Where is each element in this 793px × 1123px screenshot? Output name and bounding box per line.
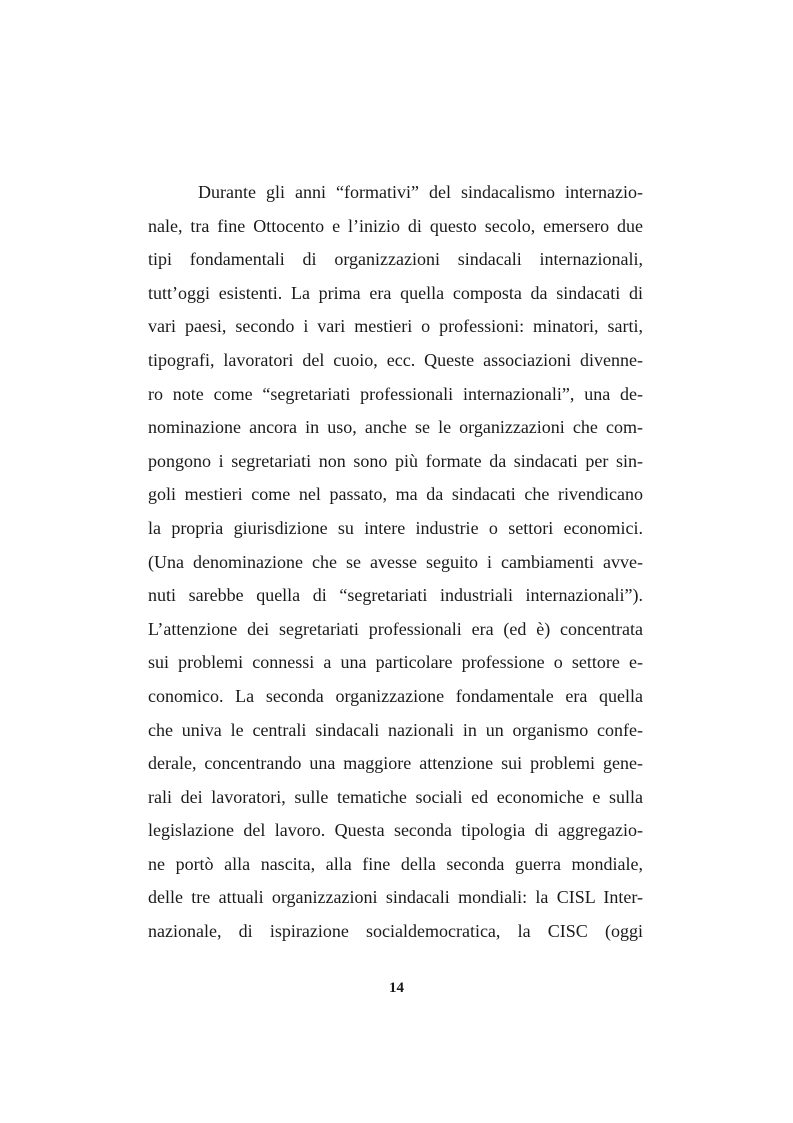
paragraph-line: tipi fondamentali di organizzazioni sindacali internazionali, [148, 249, 643, 270]
body-paragraph [148, 176, 643, 949]
paragraph-line: conomico. La seconda organizzazione fondamentale era quella [148, 685, 643, 706]
paragraph-line: delle tre attuali organizzazioni sindacali mondiali: la CISL Inter- [148, 887, 643, 908]
paragraph-line: nale, tra fine Ottocento e l’inizio di questo secolo, emersero due [148, 215, 643, 236]
paragraph-line: tutt’oggi esistenti. La prima era quella composta da sindacati di [148, 282, 643, 303]
paragraph-line: legislazione del lavoro. Questa seconda tipologia di aggregazio- [148, 820, 643, 841]
paragraph-line: pongono i segretariati non sono più formate da sindacati per sin- [148, 450, 643, 471]
paragraph-line: ne portò alla nascita, alla fine della seconda guerra mondiale, [148, 853, 643, 874]
paragraph-line: ro note come “segretariati professionali internazionali”, una de- [148, 383, 643, 404]
paragraph-line: (Una denominazione che se avesse seguito i cambiamenti avve- [148, 551, 643, 572]
paragraph-line: sui problemi connessi a una particolare professione o settore e- [148, 652, 643, 673]
paragraph-line: nazionale, di ispirazione socialdemocratica, la CISC (oggi [148, 921, 643, 942]
paragraph-line: Durante gli anni “formativi” del sindacalismo internazio- [198, 182, 643, 202]
paragraph-line: rali dei lavoratori, sulle tematiche sociali ed economiche e sulla [148, 786, 643, 807]
paragraph-line: che univa le centrali sindacali nazionali in un organismo confe- [148, 719, 643, 740]
paragraph-line: vari paesi, secondo i vari mestieri o professioni: minatori, sarti, [148, 316, 643, 337]
paragraph-line: la propria giurisdizione su intere industrie o settori economici. [148, 517, 643, 538]
paragraph-line: goli mestieri come nel passato, ma da sindacati che rivendicano [148, 484, 643, 505]
paragraph-line: nuti sarebbe quella di “segretariati industriali internazionali”). [148, 585, 643, 606]
page-number: 14 [389, 980, 404, 996]
paragraph-line: nominazione ancora in uso, anche se le organizzazioni che com- [148, 417, 643, 438]
paragraph-line: L’attenzione dei segretariati professionali era (ed è) concentrata [148, 618, 643, 639]
paragraph-line: derale, concentrando una maggiore attenzione sui problemi gene- [148, 753, 643, 774]
paragraph-line: tipografi, lavoratori del cuoio, ecc. Queste associazioni divenne- [148, 349, 643, 370]
